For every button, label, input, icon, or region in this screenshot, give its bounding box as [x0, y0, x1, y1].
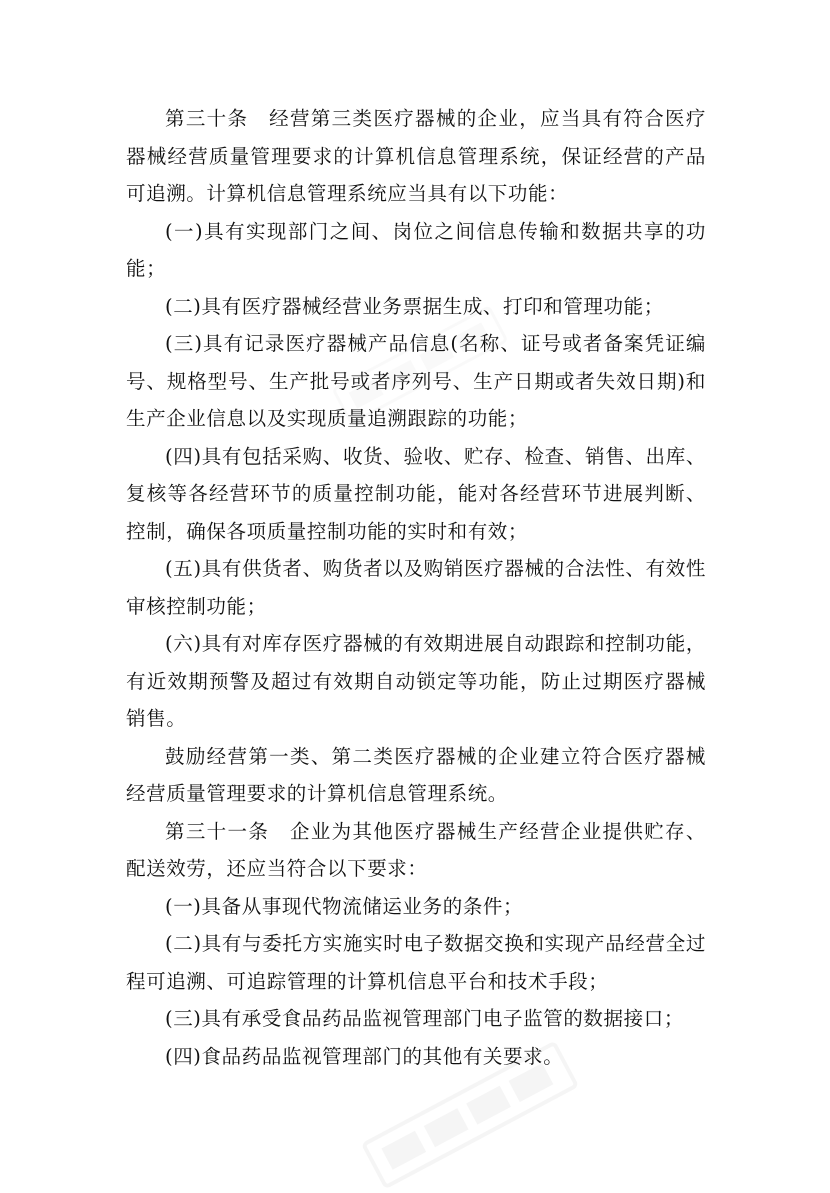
article-30-item-1: (一)具有实现部门之间、岗位之间信息传输和数据共享的功能； — [126, 219, 706, 280]
article-31-item-1: (一)具备从事现代物流储运业务的条件； — [165, 894, 524, 918]
article-31-item-2: (二)具有与委托方实施实时电子数据交换和实现产品经营全过程可追溯、可追踪管理的计算机信息平台和技术手段； — [126, 932, 706, 993]
article-30-encouragement: 鼓励经营第一类、第二类医疗器械的企业建立符合医疗器械经营质量管理要求的计算机信息管理系统。 — [126, 744, 706, 805]
article-30-item-3: (三)具有记录医疗器械产品信息(名称、证号或者备案凭证编号、规格型号、生产批号或者序列号、生产日期或者失效日期)和生产企业信息以及实现质量追溯跟踪的功能； — [126, 332, 706, 430]
article-30-intro: 第三十条 经营第三类医疗器械的企业，应当具有符合医疗器械经营质量管理要求的计算机信息管理系统，保证经营的产品可追溯。计算机信息管理系统应当具有以下功能： — [126, 107, 706, 205]
article-31-item-3: (三)具有承受食品药品监视管理部门电子监管的数据接口； — [165, 1007, 684, 1030]
article-31-intro: 第三十一条 企业为其他医疗器械生产经营企业提供贮存、配送效劳，还应当符合以下要求： — [126, 819, 706, 880]
article-30-item-4: (四)具有包括采购、收货、验收、贮存、检查、销售、出库、复核等各经营环节的质量控制功能，能对各经营环节进展判断、控制，确保各项质量控制功能的实时和有效； — [126, 444, 706, 543]
article-30-item-6: (六)具有对库存医疗器械的有效期进展自动跟踪和控制功能，有近效期预警及超过有效期自动锁定等功能，防止过期医疗器械销售。 — [126, 632, 706, 730]
article-30-item-5: (五)具有供货者、购货者以及购销医疗器械的合法性、有效性审核控制功能； — [126, 557, 706, 618]
article-31-item-4: (四)食品药品监视管理部门的其他有关要求。 — [165, 1044, 564, 1068]
article-30-item-2: (二)具有医疗器械经营业务票据生成、打印和管理功能； — [165, 294, 664, 318]
document-body — [126, 100, 706, 1075]
